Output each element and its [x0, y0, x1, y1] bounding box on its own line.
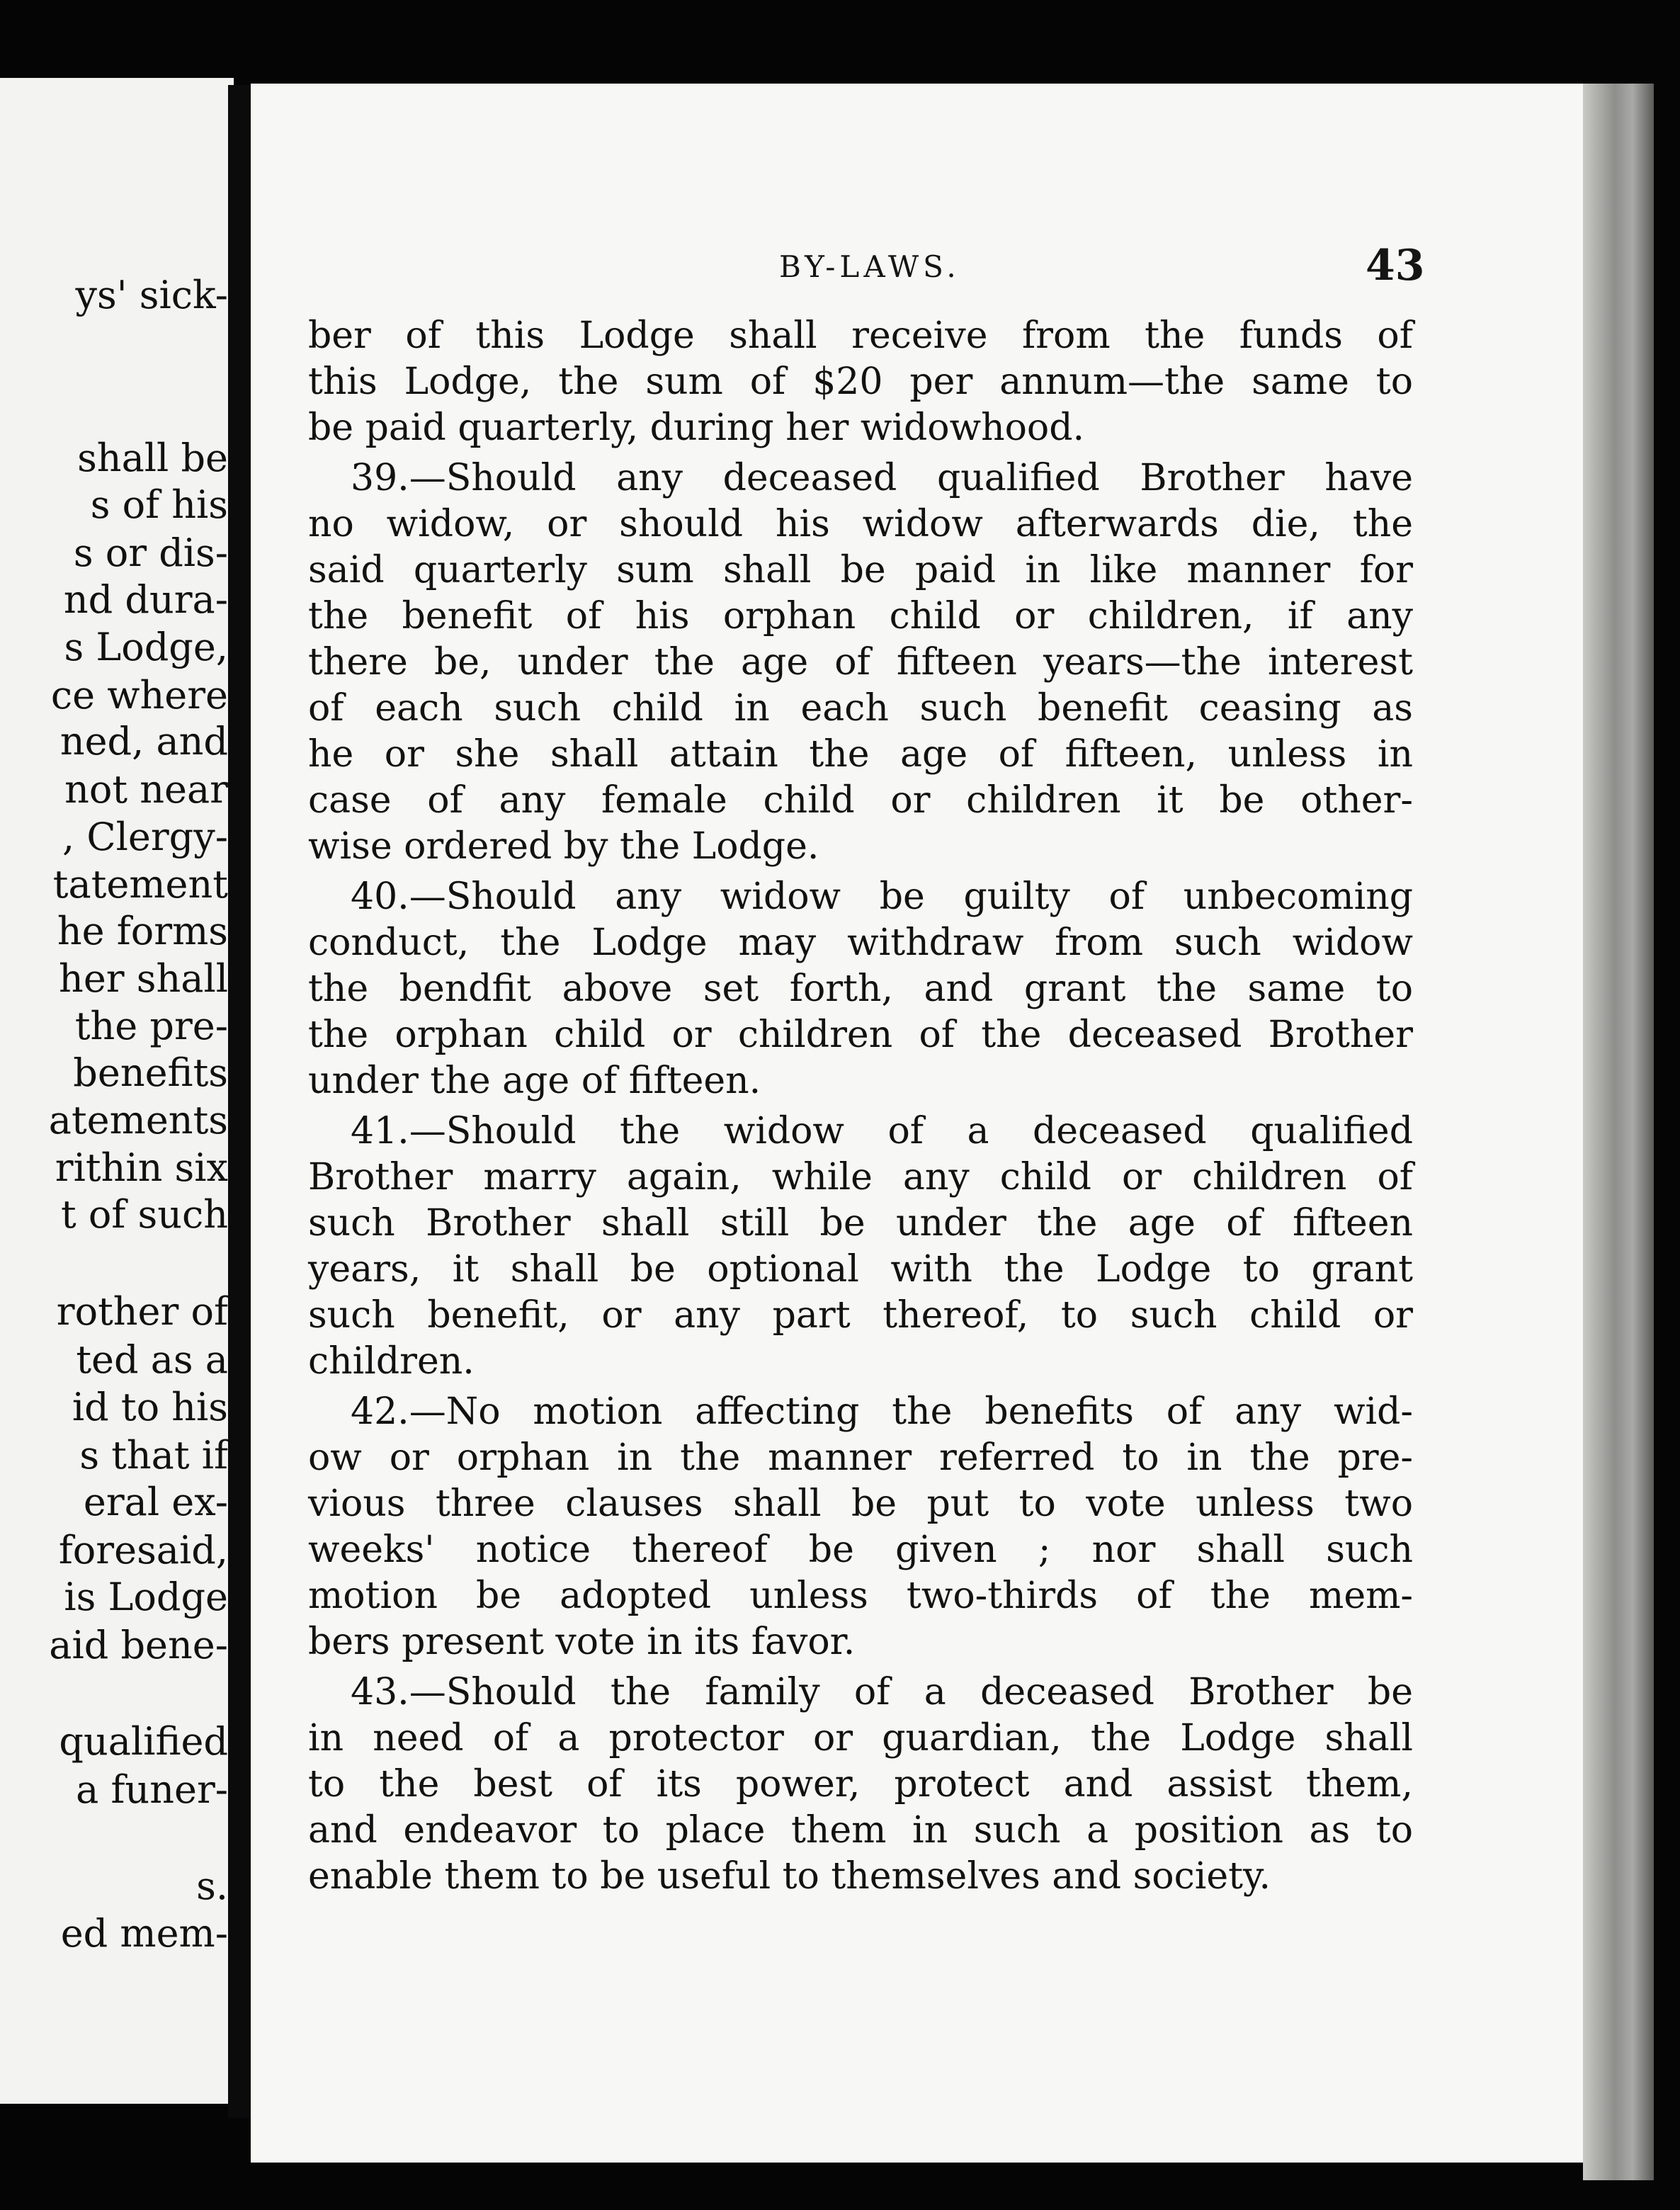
left-page-line: rithin six [55, 1145, 228, 1190]
text-line: in need of a protector or guardian, the Lodge shall [308, 1717, 1413, 1760]
text-line: be paid quarterly, during her widowhood. [308, 407, 1085, 449]
text-line: conduct, the Lodge may withdraw from such widow [308, 922, 1413, 964]
book-gutter [228, 85, 251, 2118]
left-page-line: ned, and [59, 719, 228, 764]
left-page-line: t of such [60, 1192, 228, 1237]
page-edge [1583, 84, 1654, 2180]
left-page-line: nd dura- [63, 577, 228, 622]
bylaw-paragraph [308, 874, 1413, 1104]
text-line: case of any female child or children it be other- [308, 779, 1413, 822]
left-page-line: id to his [72, 1385, 228, 1429]
text-line: the benefit of his orphan child or children, if any [308, 595, 1413, 638]
text-line: 39.—Should any deceased qualified Brother have [351, 457, 1413, 499]
text-line: motion be adopted unless two-thirds of the mem- [308, 1575, 1413, 1617]
left-page-line: atements [48, 1098, 228, 1143]
text-line: the orphan child or children of the deceased Brother [308, 1014, 1413, 1056]
left-page-line: foresaid, [58, 1528, 228, 1572]
previous-page-fragment [0, 78, 234, 2104]
left-page-line: shall be [77, 436, 228, 480]
left-page-line: tatement [52, 862, 228, 907]
text-line: vious three clauses shall be put to vote unless two [308, 1483, 1413, 1525]
text-line: children. [308, 1340, 475, 1383]
text-line: years, it shall be optional with the Lodge to grant [308, 1248, 1413, 1291]
left-page-line: a funer- [76, 1767, 228, 1812]
left-page-line: eral ex- [83, 1480, 228, 1524]
left-page-line: ted as a [76, 1337, 228, 1382]
page-number: 43 [1366, 241, 1425, 290]
text-line: he or she shall attain the age of fifteen, unless in [308, 733, 1413, 776]
text-line: there be, under the age of fifteen years—the interest [308, 641, 1413, 684]
text-line: enable them to be useful to themselves and society. [308, 1855, 1271, 1898]
left-page-line: he forms [57, 909, 228, 953]
text-line: 41.—Should the widow of a deceased qualified [351, 1110, 1413, 1152]
text-line: 40.—Should any widow be guilty of unbecoming [351, 876, 1413, 918]
left-page-line: ys' sick- [75, 273, 228, 317]
text-line: ber of this Lodge shall receive from the funds of [308, 314, 1413, 357]
bylaw-paragraph [308, 1670, 1413, 1900]
left-page-line: s that if [79, 1433, 228, 1478]
left-page-line: ed mem- [60, 1911, 228, 1956]
left-page-line: rother of [56, 1289, 228, 1334]
text-line: 43.—Should the family of a deceased Brother be [351, 1671, 1413, 1713]
text-line: the bendfit above set forth, and grant the same to [308, 968, 1413, 1010]
text-line: ow or orphan in the manner referred to in the pre- [308, 1436, 1413, 1479]
left-page-line: benefits [73, 1050, 228, 1095]
left-page-line: qualified [59, 1719, 228, 1764]
left-page-line: aid bene- [49, 1623, 228, 1667]
text-line: such benefit, or any part thereof, to such child or [308, 1294, 1413, 1337]
text-line: this Lodge, the sum of $20 per annum—the same to [308, 361, 1413, 403]
bylaw-paragraph [308, 313, 1413, 451]
text-line: 42.—No motion affecting the benefits of any wid- [351, 1390, 1413, 1433]
text-line: bers present vote in its favor. [308, 1621, 856, 1663]
text-line: wise ordered by the Lodge. [308, 825, 819, 868]
bylaw-paragraph [308, 1389, 1413, 1665]
bylaw-paragraph [308, 455, 1413, 870]
left-page-line: is Lodge [64, 1575, 228, 1619]
left-page-line: s of his [90, 482, 228, 527]
left-page-line: not near [64, 767, 228, 812]
text-line: such Brother shall still be under the age of fifteen [308, 1202, 1413, 1245]
running-head: BY-LAWS. [779, 249, 960, 284]
left-page-line: s or dis- [73, 531, 228, 575]
left-page-line: her shall [59, 956, 228, 1001]
bylaw-paragraph [308, 1109, 1413, 1385]
left-page-line: , Clergy- [62, 815, 228, 859]
text-line: no widow, or should his widow afterwards die, the [308, 503, 1413, 545]
left-page-line: the pre- [74, 1004, 228, 1048]
text-line: under the age of fifteen. [308, 1060, 761, 1102]
left-page-line: s Lodge, [64, 625, 228, 669]
text-line: of each such child in each such benefit ceasing as [308, 687, 1413, 730]
left-page-line: s. [196, 1864, 228, 1908]
text-line: to the best of its power, protect and assist them, [308, 1763, 1413, 1806]
text-line: and endeavor to place them in such a position as to [308, 1809, 1413, 1852]
left-page-line: ce where [50, 673, 228, 718]
text-line: said quarterly sum shall be paid in like manner for [308, 549, 1413, 591]
text-line: weeks' notice thereof be given ; nor shall such [308, 1529, 1413, 1571]
text-line: Brother marry again, while any child or children of [308, 1156, 1413, 1198]
bylaws-text [308, 313, 1413, 1900]
